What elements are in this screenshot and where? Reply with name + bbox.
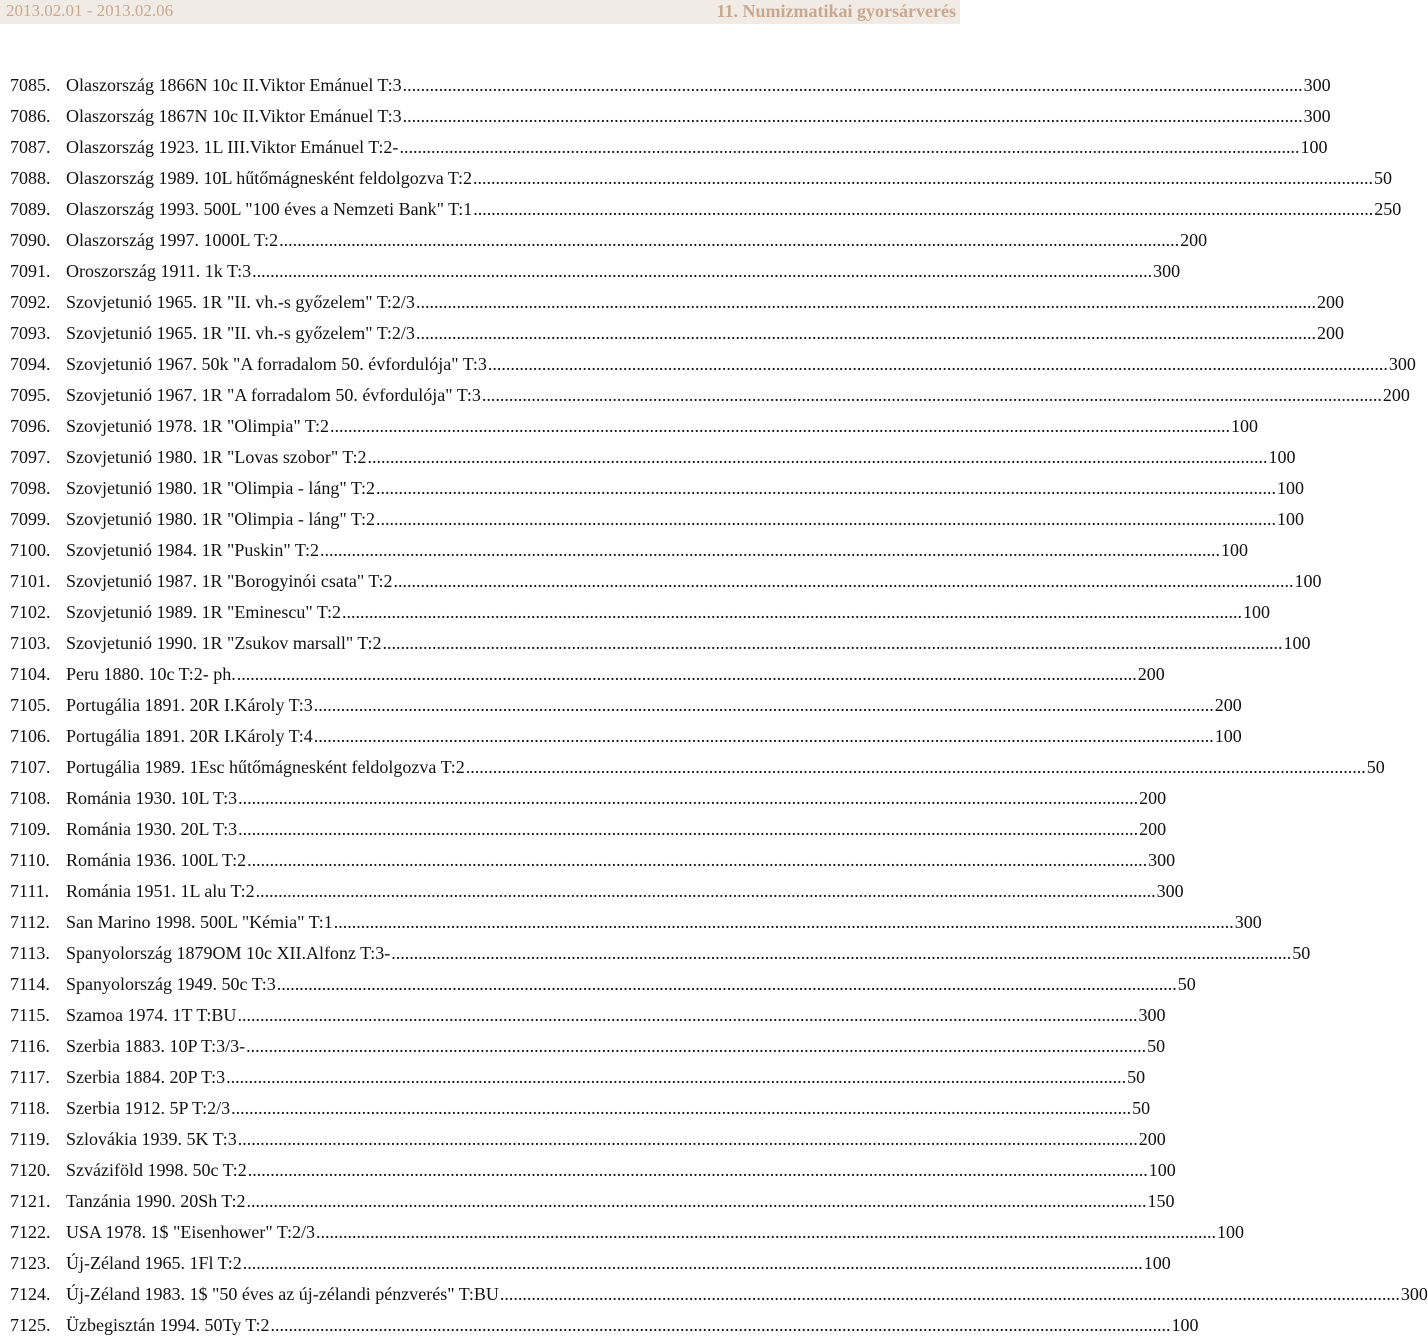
dot-leader: ........................................................................................................................................................................................................ [319,540,1220,560]
lot-row [10,1093,1151,1124]
lot-number: 7118. [10,1098,50,1118]
lot-row [10,132,1328,163]
lot-row [10,907,1262,938]
lot-description: Szerbia 1883. 10P T:3/3- [66,1036,246,1056]
lot-description: Portugália 1891. 20R I.Károly T:3 [66,695,313,715]
lot-number: 7115. [10,1005,50,1025]
lot-row [10,783,1167,814]
lot-line [66,907,1262,938]
dot-leader: ........................................................................................................................................................................................................ [499,1284,1400,1304]
lot-line [66,1093,1151,1124]
lot-line [66,721,1242,752]
lot-description: Portugália 1891. 20R I.Károly T:4 [66,726,313,746]
lot-row [10,876,1184,907]
lot-row [10,628,1311,659]
lot-line [66,318,1344,349]
lot-row [10,690,1242,721]
lot-line [66,566,1322,597]
lot-description: Tanzánia 1990. 20Sh T:2 [66,1191,246,1211]
lot-number: 7116. [10,1036,50,1056]
lot-description: Románia 1930. 10L T:3 [66,788,238,808]
lot-starting-price: 100 [1214,726,1242,746]
dot-leader: ........................................................................................................................................................................................................ [238,788,1139,808]
lot-number: 7120. [10,1160,51,1180]
lot-row [10,1124,1166,1155]
lot-starting-price: 50 [1127,1067,1146,1087]
lot-description: Románia 1930. 20L T:3 [66,819,238,839]
lot-number: 7106. [10,726,51,746]
lot-description: Spanyolország 1879OM 10c XII.Alfonz T:3- [66,943,391,963]
lot-starting-price: 100 [1268,447,1296,467]
lot-starting-price: 100 [1148,1160,1176,1180]
lot-number: 7107. [10,757,51,777]
lot-description: USA 1978. 1$ "Eisenhower" T:2/3 [66,1222,315,1242]
lot-starting-price: 200 [1138,1129,1166,1149]
lot-description: Szovjetunió 1967. 50k "A forradalom 50. évfordulója" T:3 [66,354,487,374]
dot-leader: ........................................................................................................................................................................................................ [375,478,1276,498]
lot-line [66,163,1393,194]
lot-description: Szovjetunió 1980. 1R "Olimpia - láng" T:2 [66,478,375,498]
lot-number: 7091. [10,261,51,281]
lot-line [66,411,1258,442]
lot-number: 7111. [10,881,50,901]
lot-starting-price: 100 [1283,633,1311,653]
lot-line [66,1062,1146,1093]
lot-starting-price: 50 [1366,757,1385,777]
lot-row [10,442,1296,473]
lot-line [66,349,1416,380]
lot-row [10,1000,1166,1031]
lot-row [10,70,1331,101]
dot-leader: ........................................................................................................................................................................................................ [247,850,1148,870]
dot-leader: ........................................................................................................................................................................................................ [341,602,1242,622]
lot-description: Szovjetunió 1990. 1R "Zsukov marsall" T:2 [66,633,382,653]
dot-leader: ........................................................................................................................................................................................................ [252,261,1153,281]
lot-number: 7110. [10,850,50,870]
lot-line [66,504,1304,535]
lot-number: 7114. [10,974,50,994]
lot-starting-price: 100 [1230,416,1258,436]
lot-starting-price: 300 [1148,850,1176,870]
lot-line [66,938,1311,969]
lot-description: Szovjetunió 1967. 1R "A forradalom 50. évfordulója" T:3 [66,385,481,405]
lot-starting-price: 50 [1132,1098,1151,1118]
lot-line [66,132,1328,163]
dot-leader: ........................................................................................................................................................................................................ [415,323,1316,343]
lot-number: 7096. [10,416,51,436]
lot-line [66,1031,1166,1062]
lot-description: Szovjetunió 1980. 1R "Olimpia - láng" T:2 [66,509,375,529]
dot-leader: ........................................................................................................................................................................................................ [231,1098,1132,1118]
lot-starting-price: 100 [1171,1315,1199,1335]
dot-leader: ........................................................................................................................................................................................................ [333,912,1234,932]
lot-description: San Marino 1998. 500L "Kémia" T:1 [66,912,333,932]
dot-leader: ........................................................................................................................................................................................................ [276,974,1177,994]
lot-starting-price: 300 [1153,261,1181,281]
dot-leader: ........................................................................................................................................................................................................ [481,385,1382,405]
dot-leader: ........................................................................................................................................................................................................ [402,75,1303,95]
lot-line [66,597,1270,628]
dot-leader: ........................................................................................................................................................................................................ [270,1315,1171,1335]
lot-line [66,473,1304,504]
dot-leader: ........................................................................................................................................................................................................ [473,199,1374,219]
lot-starting-price: 200 [1316,323,1344,343]
dot-leader: ........................................................................................................................................................................................................ [329,416,1230,436]
lot-number: 7086. [10,106,51,126]
lot-row [10,752,1385,783]
lot-description: Peru 1880. 10c T:2- ph. [66,664,236,684]
lot-starting-price: 200 [1139,788,1167,808]
lot-line [66,628,1311,659]
lot-description: Szovjetunió 1987. 1R "Borogyinói csata" T:2 [66,571,393,591]
lot-starting-price: 150 [1147,1191,1175,1211]
lot-number: 7088. [10,168,51,188]
dot-leader: ........................................................................................................................................................................................................ [393,571,1294,591]
lot-row [10,845,1176,876]
lot-starting-price: 100 [1294,571,1322,591]
lot-number: 7108. [10,788,51,808]
lot-starting-price: 200 [1382,385,1410,405]
lot-number: 7112. [10,912,50,932]
lot-row [10,721,1242,752]
dot-leader: ........................................................................................................................................................................................................ [399,137,1300,157]
lot-number: 7121. [10,1191,51,1211]
lot-list [10,70,1428,1341]
lot-starting-price: 50 [1177,974,1196,994]
lot-number: 7093. [10,323,51,343]
lot-description: Új-Zéland 1965. 1Fl T:2 [66,1253,242,1273]
lot-starting-price: 50 [1292,943,1311,963]
lot-row [10,535,1248,566]
dot-leader: ........................................................................................................................................................................................................ [473,168,1374,188]
lot-description: Románia 1936. 100L T:2 [66,850,247,870]
lot-description: Szerbia 1884. 20P T:3 [66,1067,226,1087]
lot-line [66,1186,1175,1217]
lot-row [10,659,1165,690]
lot-description: Olaszország 1997. 1000L T:2 [66,230,279,250]
lot-row [10,969,1196,1000]
lot-line [66,442,1296,473]
lot-number: 7098. [10,478,51,498]
lot-row [10,318,1344,349]
lot-row [10,101,1331,132]
lot-row [10,287,1344,318]
lot-starting-price: 300 [1388,354,1416,374]
lot-line [66,814,1167,845]
lot-line [66,287,1344,318]
lot-row [10,504,1304,535]
lot-number: 7117. [10,1067,50,1087]
lot-row [10,194,1402,225]
lot-row [10,938,1311,969]
lot-row [10,411,1258,442]
date-range: 2013.02.01 - 2013.02.06 [6,1,174,20]
lot-row [10,163,1393,194]
lot-line [66,101,1331,132]
lot-row [10,349,1416,380]
lot-line [66,225,1208,256]
lot-number: 7122. [10,1222,51,1242]
dot-leader: ........................................................................................................................................................................................................ [375,509,1276,529]
dot-leader: ........................................................................................................................................................................................................ [237,1129,1138,1149]
lot-starting-price: 100 [1216,1222,1244,1242]
lot-row [10,1186,1175,1217]
lot-line [66,845,1176,876]
lot-description: Románia 1951. 1L alu T:2 [66,881,255,901]
lot-starting-price: 250 [1374,199,1402,219]
lot-number: 7104. [10,664,51,684]
dot-leader: ........................................................................................................................................................................................................ [313,695,1214,715]
lot-line [66,194,1402,225]
lot-description: Olaszország 1867N 10c II.Viktor Emánuel T:3 [66,106,402,126]
lot-starting-price: 300 [1138,1005,1166,1025]
dot-leader: ........................................................................................................................................................................................................ [226,1067,1127,1087]
lot-description: Portugália 1989. 1Esc hűtőmágnesként feldolgozva T:2 [66,757,465,777]
lot-line [66,1248,1171,1279]
lot-line [66,1217,1244,1248]
lot-starting-price: 100 [1143,1253,1171,1273]
lot-number: 7109. [10,819,51,839]
lot-line [66,535,1248,566]
lot-description: Szlovákia 1939. 5K T:3 [66,1129,237,1149]
dot-leader: ........................................................................................................................................................................................................ [238,819,1139,839]
lot-starting-price: 300 [1303,75,1331,95]
lot-description: Oroszország 1911. 1k T:3 [66,261,252,281]
lot-row [10,1279,1428,1310]
lot-starting-price: 100 [1242,602,1270,622]
lot-description: Új-Zéland 1983. 1$ "50 éves az új-zélandi pénzverés" T:BU [66,1284,499,1304]
lot-number: 7087. [10,137,51,157]
lot-description: Szovjetunió 1965. 1R "II. vh.-s győzelem" T:2/3 [66,292,415,312]
lot-number: 7094. [10,354,51,374]
lot-number: 7101. [10,571,51,591]
lot-row [10,566,1322,597]
lot-starting-price: 100 [1276,478,1304,498]
lot-number: 7125. [10,1315,51,1335]
lot-number: 7092. [10,292,51,312]
lot-line [66,1310,1199,1341]
lot-line [66,1124,1166,1155]
lot-row [10,1031,1166,1062]
lot-number: 7095. [10,385,51,405]
lot-description: Olaszország 1989. 10L hűtőmágnesként feldolgozva T:2 [66,168,473,188]
lot-line [66,659,1165,690]
lot-row [10,1062,1146,1093]
lot-line [66,690,1242,721]
dot-leader: ........................................................................................................................................................................................................ [279,230,1180,250]
lot-description: Olaszország 1866N 10c II.Viktor Emánuel T:3 [66,75,402,95]
lot-number: 7099. [10,509,51,529]
lot-starting-price: 100 [1220,540,1248,560]
lot-description: Szovjetunió 1978. 1R "Olimpia" T:2 [66,416,329,436]
lot-row [10,256,1181,287]
lot-line [66,1155,1176,1186]
dot-leader: ........................................................................................................................................................................................................ [246,1191,1147,1211]
lot-number: 7119. [10,1129,50,1149]
dot-leader: ........................................................................................................................................................................................................ [487,354,1388,374]
lot-number: 7097. [10,447,51,467]
lot-line [66,1279,1428,1310]
lot-description: Szovjetunió 1965. 1R "II. vh.-s győzelem" T:2/3 [66,323,415,343]
dot-leader: ........................................................................................................................................................................................................ [367,447,1268,467]
lot-number: 7089. [10,199,51,219]
lot-number: 7124. [10,1284,51,1304]
dot-leader: ........................................................................................................................................................................................................ [236,664,1137,684]
lot-starting-price: 50 [1147,1036,1166,1056]
lot-line [66,783,1167,814]
dot-leader: ........................................................................................................................................................................................................ [246,1036,1147,1056]
lot-starting-price: 300 [1234,912,1262,932]
lot-line [66,1000,1166,1031]
lot-row [10,473,1304,504]
lot-number: 7090. [10,230,51,250]
lot-number: 7105. [10,695,51,715]
lot-description: Szovjetunió 1984. 1R "Puskin" T:2 [66,540,319,560]
lot-description: Szváziföld 1998. 50c T:2 [66,1160,247,1180]
dot-leader: ........................................................................................................................................................................................................ [391,943,1292,963]
lot-description: Szerbia 1912. 5P T:2/3 [66,1098,231,1118]
page-header [0,0,960,24]
lot-starting-price: 100 [1300,137,1328,157]
lot-number: 7113. [10,943,50,963]
lot-row [10,1155,1176,1186]
lot-starting-price: 300 [1303,106,1331,126]
lot-description: Olaszország 1993. 500L "100 éves a Nemzeti Bank" T:1 [66,199,473,219]
lot-description: Spanyolország 1949. 50c T:3 [66,974,276,994]
lot-row [10,814,1167,845]
lot-line [66,70,1331,101]
lot-number: 7100. [10,540,51,560]
lot-line [66,256,1181,287]
lot-number: 7123. [10,1253,51,1273]
lot-starting-price: 200 [1180,230,1208,250]
lot-description: Olaszország 1923. 1L III.Viktor Emánuel T:2- [66,137,399,157]
dot-leader: ........................................................................................................................................................................................................ [242,1253,1143,1273]
lot-row [10,597,1270,628]
lot-description: Üzbegisztán 1994. 50Ty T:2 [66,1315,270,1335]
lot-line [66,380,1410,411]
lot-row [10,1310,1199,1341]
lot-line [66,969,1196,1000]
dot-leader: ........................................................................................................................................................................................................ [402,106,1303,126]
lot-starting-price: 300 [1400,1284,1428,1304]
lot-starting-price: 200 [1137,664,1165,684]
dot-leader: ........................................................................................................................................................................................................ [313,726,1214,746]
lot-row [10,1248,1171,1279]
lot-description: Szovjetunió 1980. 1R "Lovas szobor" T:2 [66,447,367,467]
dot-leader: ........................................................................................................................................................................................................ [415,292,1316,312]
lot-starting-price: 200 [1139,819,1167,839]
lot-line [66,876,1184,907]
lot-row [10,1217,1244,1248]
auction-title: 11. Numizmatikai gyorsárverés [716,1,956,21]
lot-starting-price: 200 [1316,292,1344,312]
dot-leader: ........................................................................................................................................................................................................ [315,1222,1216,1242]
dot-leader: ........................................................................................................................................................................................................ [465,757,1366,777]
dot-leader: ........................................................................................................................................................................................................ [237,1005,1138,1025]
lot-row [10,225,1208,256]
dot-leader: ........................................................................................................................................................................................................ [382,633,1283,653]
lot-starting-price: 50 [1374,168,1393,188]
lot-line [66,752,1385,783]
lot-starting-price: 300 [1156,881,1184,901]
lot-number: 7103. [10,633,51,653]
lot-starting-price: 200 [1214,695,1242,715]
lot-row [10,380,1410,411]
lot-number: 7085. [10,75,51,95]
lot-description: Szamoa 1974. 1T T:BU [66,1005,237,1025]
lot-description: Szovjetunió 1989. 1R "Eminescu" T:2 [66,602,341,622]
dot-leader: ........................................................................................................................................................................................................ [255,881,1156,901]
lot-starting-price: 100 [1276,509,1304,529]
lot-number: 7102. [10,602,51,622]
dot-leader: ........................................................................................................................................................................................................ [247,1160,1148,1180]
